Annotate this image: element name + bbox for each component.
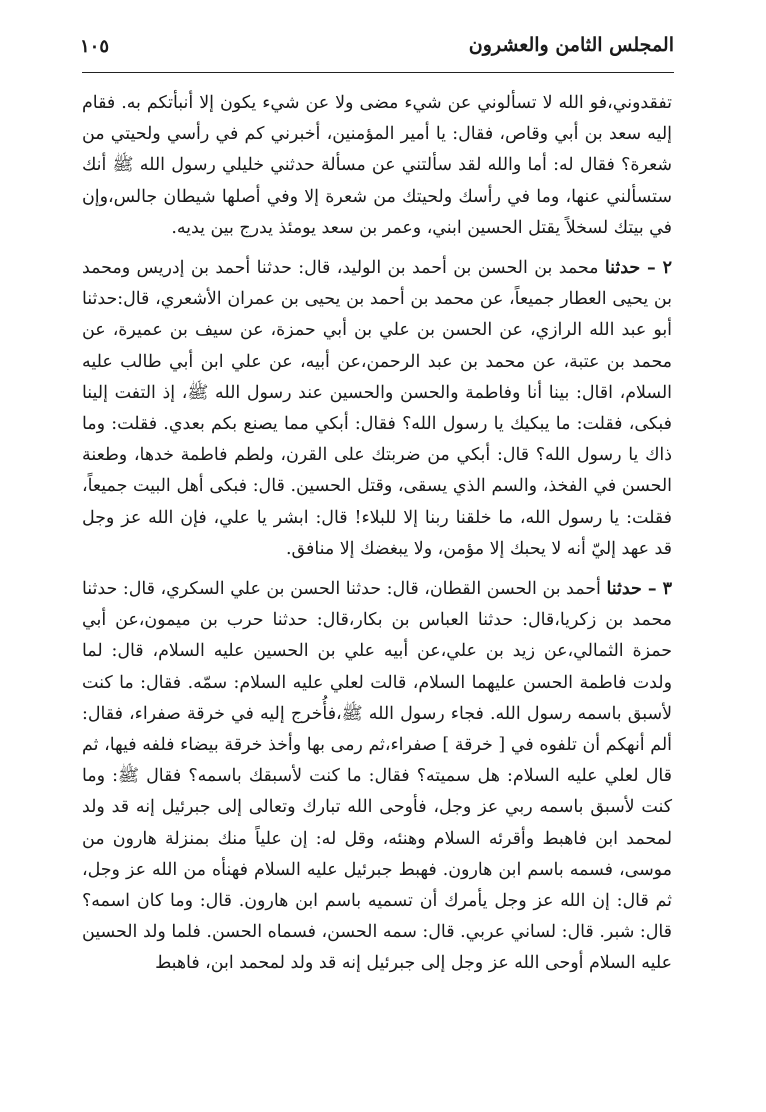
running-header (80, 34, 674, 70)
header-divider (82, 72, 674, 73)
paragraph-lead: ٢ – حدثنا (604, 258, 672, 279)
body-text (82, 88, 672, 980)
paragraph-3 (82, 574, 672, 980)
paragraph-2 (82, 253, 672, 565)
paragraph-lead: ٣ – حدثنا (606, 579, 672, 600)
page-number: ١٠٥ (80, 36, 110, 57)
paragraph-text: تفقدوني،فو الله لا تسألوني عن شيء مضى ولا عن شيء يكون إلا أنبأتكم به. فقام إليه سعد بن أبي وقاص، فقال: يا أمير المؤمنين، أخبرني كم في رأسي ولحيتي من شعرة؟ فقال له: أما والله لقد سألتني عن مسألة حدثني خليلي رسول الله ﷺ أنك ستسألني عنها، وما في رأسك ولحيتك من شعرة إلا وفي أصلها شيطان جالس،وإن في بيتك لسخلاً يقتل الحسين ابني، وعمر بن سعد يومئذ يدرج بين يديه. (82, 93, 672, 238)
chapter-title: المجلس الثامن والعشرون (468, 34, 674, 56)
paragraph-text: أحمد بن الحسن القطان، قال: حدثنا الحسن بن علي السكري، قال: حدثنا محمد بن زكريا،قال: حدثنا العباس بن بكار،قال: حدثنا حرب بن ميمون،عن أبي حمزة الثمالي،عن زيد بن علي،عن أبيه علي بن الحسين عليه السلام، قال: لما ولدت فاطمة الحسن عليهما السلام، قالت لعلي عليه السلام: سمّه. فقال: ما كنت لأسبق باسمه رسول الله. فجاء رسول الله ﷺ،فأُخرج إليه في خرقة صفراء، فقال: ألم أنهكم أن تلفوه في [ خرقة ] صفراء،ثم رمى بها وأخذ خرقة بيضاء فلفه فيها، ثم قال لعلي عليه السلام: هل سميته؟ فقال: ما كنت لأسبقك باسمه؟ فقال ﷺ: وما كنت لأسبق باسمه ربي عز وجل، فأوحى الله تبارك وتعالى إلى جبرئيل إنه قد ولد لمحمد ابن فاهبط وأقرئه السلام وهنئه، وقل له: إن علياً منك بمنزلة هارون من موسى، فسمه باسم ابن هارون. فهبط جبرئيل عليه السلام فهنأه من الله عز وجل، ثم قال: إن الله عز وجل يأمرك أن تسميه باسم ابن هارون. قال: وما كان اسمه؟ قال: شبر. قال: لساني عربي. قال: سمه الحسن، فسماه الحسن. فلما ولد الحسين عليه السلام أوحى الله عز وجل إلى جبرئيل إنه قد ولد لمحمد ابن، فاهبط (82, 579, 672, 974)
paragraph-1 (82, 88, 672, 244)
paragraph-text: محمد بن الحسن بن أحمد بن الوليد، قال: حدثنا أحمد بن إدريس ومحمد بن يحيى العطار جميعاً، عن محمد بن أحمد بن يحيى بن عمران الأشعري، قال:حدثنا أبو عبد الله الرازي، عن الحسن بن علي بن أبي حمزة، عن سيف بن عميرة، عن محمد بن عتبة، عن محمد بن عبد الرحمن،عن أبيه، عن علي ابن أبي طالب عليه السلام، اقال: بينا أنا وفاطمة والحسن والحسين عند رسول الله ﷺ، إذ التفت إلينا فبكى، فقلت: ما يبكيك يا رسول الله؟ فقال: أبكي مما يصنع بكم بعدي. فقلت: وما ذاك يا رسول الله؟ قال: أبكي من ضربتك على القرن، ولطم فاطمة خدها، وطعنة الحسن في الفخذ، والسم الذي يسقى، وقتل الحسين. قال: فبكى أهل البيت جميعاً، فقلت: يا رسول الله، ما خلقنا ربنا إلا للبلاء! قال: ابشر يا علي، فإن الله عز وجل قد عهد إليّ أنه لا يحبك إلا مؤمن، ولا يبغضك إلا منافق. (82, 258, 672, 559)
